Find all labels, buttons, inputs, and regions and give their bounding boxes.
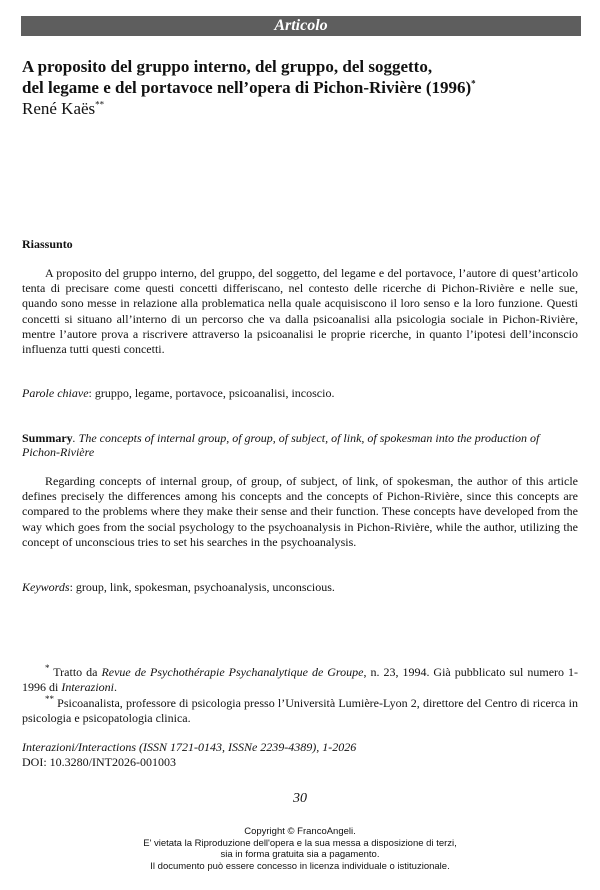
- footnote-1-journal: Revue de Psychothérapie Psychanalytique de Groupe: [101, 665, 364, 679]
- footnote-2: [22, 696, 578, 726]
- author-footnote-mark: **: [95, 99, 105, 110]
- keywords-label-it: Parole chiave: [22, 386, 89, 400]
- footnote-1-journal-2: Interazioni: [61, 680, 115, 694]
- riassunto-body: A proposito del gruppo interno, del gruppo, del soggetto, del legame e del portavoce, l’autore di quest’articolo tenta di precisare come questi concetti differiscano, nel contesto delle ricerche di Pichon-Rivière e nelle sue, quando sono messe in relazione alla problematica nella quale acquisiscono il loro senso e la loro funzione. Questi concetti si situano all’interno di un percorso che va dalla psicoanalisi alla psicologia sociale in Pichon-Rivière, mentre l’autore prova a riscrivere attraverso la psicoanalisi le proprie ricerche, in quanto l’ipotesi dell’inconscio influenza tutti questi concetti.: [22, 266, 578, 357]
- author-name: [22, 98, 104, 119]
- copyright-notice: [0, 826, 600, 872]
- journal-issn: Interazioni/Interactions (ISSN 1721-0143, ISSNe 2239-4389), 1-2026: [22, 740, 357, 754]
- copyright-line-4: Il documento può essere concesso in licenza individuale o istituzionale.: [150, 860, 450, 872]
- riassunto-heading: Riassunto: [22, 237, 73, 251]
- footnote-2-text: Psicoanalista, professore di psicologia presso l’Università Lumière-Lyon 2, direttore del Centro di ricerca in psicologia e psicopatologia clinica.: [22, 696, 578, 725]
- title-line-1: A proposito del gruppo interno, del gruppo, del soggetto,: [22, 57, 433, 76]
- copyright-line-3: sia in forma gratuita sia a pagamento.: [220, 849, 380, 860]
- article-title: [22, 56, 582, 98]
- doi-label: DOI: 10.3280/INT2026-001003: [22, 755, 176, 769]
- summary-heading: [22, 431, 578, 459]
- title-footnote-mark: *: [471, 78, 476, 89]
- keywords-list-en: : group, link, spokesman, psychoanalysis, unconscious.: [69, 580, 335, 594]
- footnote-1-end: .: [114, 680, 118, 694]
- summary-title-en: . The concepts of internal group, of group, of subject, of link, of spokesman into the production of Pichon-Rivière: [22, 431, 540, 459]
- summary-label: Summary: [22, 431, 73, 445]
- copyright-line-2: E' vietata la Riproduzione dell'opera e la sua messa a disposizione di terzi,: [143, 837, 457, 849]
- keywords-label-en: Keywords: [22, 580, 70, 594]
- footnote-1: [22, 665, 578, 695]
- section-banner: Articolo: [21, 16, 581, 36]
- summary-body: Regarding concepts of internal group, of group, of subject, of link, of spokesman, the author of this article defines precisely the differences among his concepts and the concepts of Pichon-Rivière, since this concepts are compared to the problems where they make their sense and their function. These concepts have developed from the way which goes from the social psychology to the psychoanalysis in Pichon-Rivière, while the author, utilizing the concept of unconscious tries to set his searches in the psychoanalysis.: [22, 474, 578, 549]
- page-number: 30: [293, 791, 307, 806]
- keywords-list-it: : gruppo, legame, portavoce, psicoanalisi, incoscio.: [88, 386, 335, 400]
- footnote-1-text-2: , n. 23, 1994. Già pubblicato sul numero 1-1996 di: [22, 665, 578, 694]
- journal-citation: [22, 740, 356, 770]
- riassunto-keywords: [22, 386, 334, 401]
- footnote-1-mark: *: [45, 663, 50, 673]
- title-line-2: del legame e del portavoce nell’opera di Pichon-Rivière (1996): [22, 78, 472, 97]
- footnote-1-text: Tratto da: [49, 665, 102, 679]
- footnote-2-mark: **: [45, 694, 54, 704]
- summary-keywords: [22, 580, 335, 595]
- copyright-line-1: Copyright © FrancoAngeli.: [244, 826, 356, 837]
- author-label: René Kaës: [22, 99, 96, 118]
